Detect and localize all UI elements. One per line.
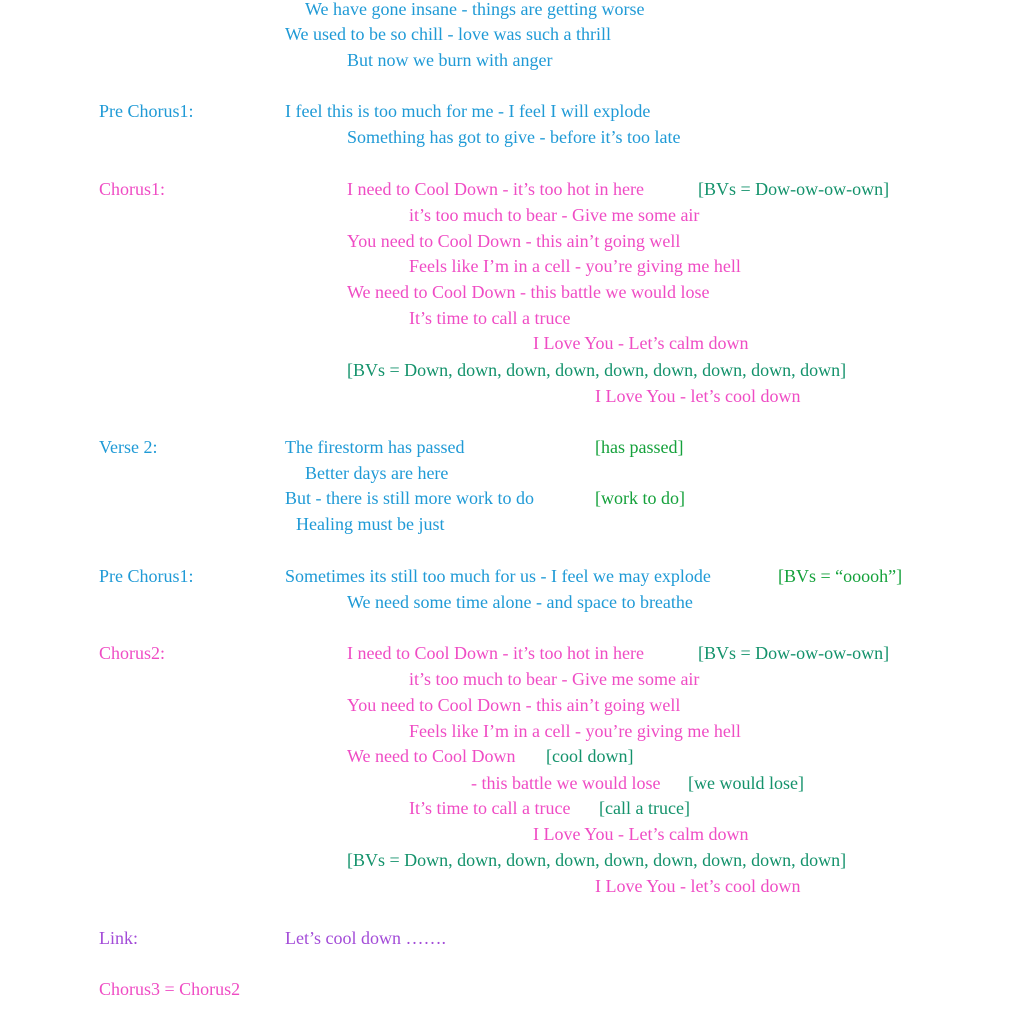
pre-chorus-1b-line-1-bv: [BVs = “ooooh”] xyxy=(778,566,903,586)
chorus3-label: Chorus3 = Chorus2 xyxy=(99,979,241,999)
chorus2-line-9: I Love You - let’s cool down xyxy=(595,876,801,896)
verse2-line-4: Healing must be just xyxy=(296,514,445,534)
chorus2-bv-line: [BVs = Down, down, down, down, down, down, down, down, down] xyxy=(347,850,847,870)
pre-chorus-1b-line-1: Sometimes its still too much for us - I feel we may explode xyxy=(285,566,711,586)
pre-chorus-1b-line-2: We need some time alone - and space to breathe xyxy=(347,592,693,612)
verse1-line-2: We used to be so chill - love was such a thrill xyxy=(285,24,611,44)
pre-chorus-1b-label: Pre Chorus1: xyxy=(99,566,194,586)
link-line-1: Let’s cool down ……. xyxy=(285,928,446,948)
chorus1-line-4: Feels like I’m in a cell - you’re giving me hell xyxy=(409,256,741,276)
verse2-line-2: Better days are here xyxy=(305,463,449,483)
chorus1-line-5: We need to Cool Down - this battle we would lose xyxy=(347,282,710,302)
chorus1-bv-line: [BVs = Down, down, down, down, down, down, down, down, down] xyxy=(347,360,847,380)
chorus2-label: Chorus2: xyxy=(99,643,166,663)
chorus2-line-8: I Love You - Let’s calm down xyxy=(533,824,749,844)
verse2-line-3-bv: [work to do] xyxy=(595,488,685,508)
chorus2-line-3: You need to Cool Down - this ain’t going well xyxy=(347,695,681,715)
chorus2-line-1: I need to Cool Down - it’s too hot in here xyxy=(347,643,644,663)
chorus1-line-6: It’s time to call a truce xyxy=(409,308,571,328)
chorus1-line-8: I Love You - let’s cool down xyxy=(595,386,801,406)
chorus2-line-5: We need to Cool Down xyxy=(347,746,516,766)
chorus1-label: Chorus1: xyxy=(99,179,166,199)
chorus2-line-7-bv: [call a truce] xyxy=(599,798,690,818)
chorus2-line-6: - this battle we would lose xyxy=(471,773,661,793)
chorus2-line-6-bv: [we would lose] xyxy=(688,773,804,793)
chorus1-line-1: I need to Cool Down - it’s too hot in here xyxy=(347,179,644,199)
chorus1-line-7: I Love You - Let’s calm down xyxy=(533,333,749,353)
verse2-line-3: But - there is still more work to do xyxy=(285,488,534,508)
pre-chorus-1a-label: Pre Chorus1: xyxy=(99,101,194,121)
chorus1-line-1-bv: [BVs = Dow-ow-ow-own] xyxy=(698,179,890,199)
link-label: Link: xyxy=(99,928,138,948)
chorus1-line-2: it’s too much to bear - Give me some air xyxy=(409,205,700,225)
chorus2-line-4: Feels like I’m in a cell - you’re giving me hell xyxy=(409,721,741,741)
pre-chorus-1a-line-2: Something has got to give - before it’s too late xyxy=(347,127,681,147)
verse2-label: Verse 2: xyxy=(99,437,158,457)
chorus1-line-3: You need to Cool Down - this ain’t going well xyxy=(347,231,681,251)
chorus2-line-2: it’s too much to bear - Give me some air xyxy=(409,669,700,689)
verse2-line-1: The firestorm has passed xyxy=(285,437,465,457)
verse1-line-3: But now we burn with anger xyxy=(347,50,553,70)
chorus2-line-5-bv: [cool down] xyxy=(546,746,634,766)
chorus2-line-7: It’s time to call a truce xyxy=(409,798,571,818)
verse2-line-1-bv: [has passed] xyxy=(595,437,684,457)
pre-chorus-1a-line-1: I feel this is too much for me - I feel I will explode xyxy=(285,101,651,121)
chorus2-line-1-bv: [BVs = Dow-ow-ow-own] xyxy=(698,643,890,663)
verse1-line-1: We have gone insane - things are getting worse xyxy=(305,0,645,19)
